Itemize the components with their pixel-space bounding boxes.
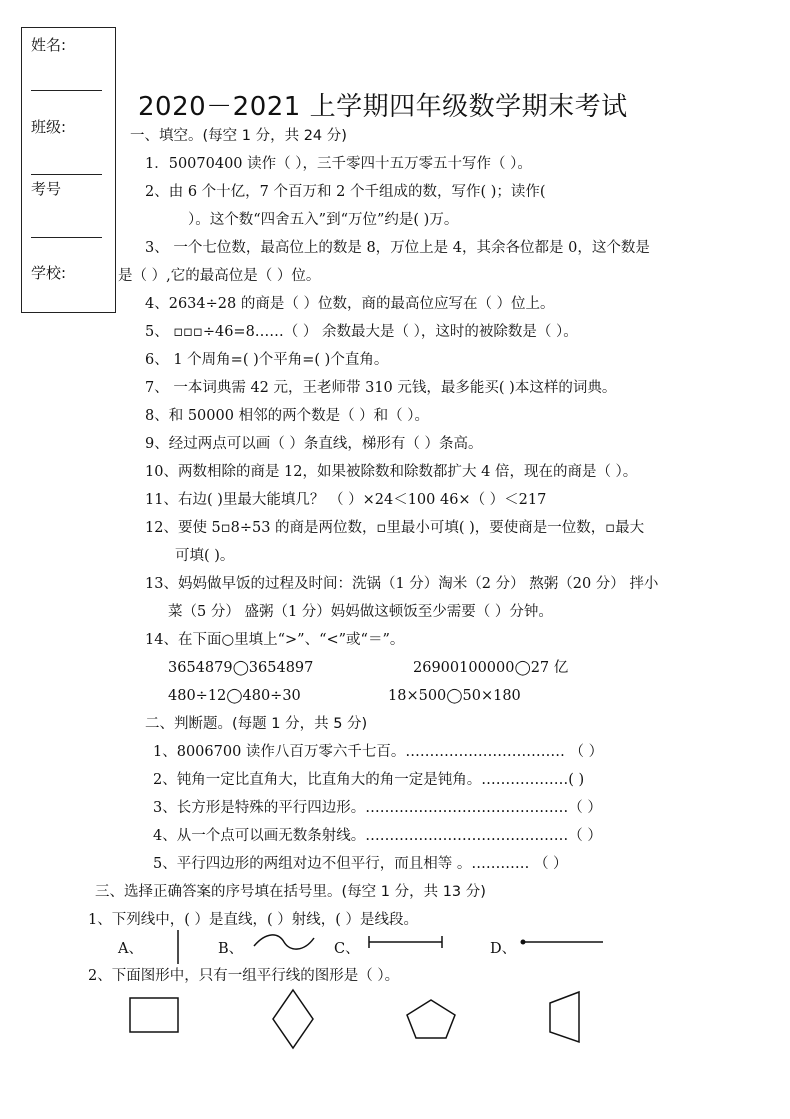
- ray-figure: [518, 932, 608, 952]
- question-2-cont: ）。这个数“四舍五入”到“万位”约是( )万。: [188, 212, 459, 228]
- vertical-line-figure: [170, 930, 190, 964]
- choice-question-2: 2、下面图形中，只有一组平行线的图形是（ ）。: [88, 968, 400, 984]
- question-2: 2、由 6 个十亿，7 个百万和 2 个千组成的数，写作( )；读作(: [145, 184, 546, 200]
- rhombus-figure: [270, 988, 316, 1052]
- page-title: 2020－2021 上学期四年级数学期末考试: [138, 92, 628, 122]
- exam-number-label: 考号: [31, 180, 62, 198]
- choice-question-1: 1、下列线中，( ）是直线，( ）射线，( ）是线段。: [88, 912, 419, 928]
- question-12: 12、要使 5▫8÷53 的商是两位数，▫里最小可填( )，要使商是一位数，▫最大: [145, 520, 645, 536]
- option-b-label: B、: [218, 941, 244, 957]
- question-14: 14、在下面○里填上“>”、“<”或“＝”。: [145, 632, 405, 648]
- question-12-cont: 可填( )。: [175, 548, 235, 564]
- judge-3: 3、长方形是特殊的平行四边形。……………………………………（ ）: [153, 800, 602, 816]
- rectangle-figure: [128, 996, 182, 1036]
- class-label: 班级:: [31, 118, 67, 136]
- question-1: 1．50070400 读作（ ），三千零四十五万零五十写作（ ）。: [145, 156, 532, 172]
- name-blank[interactable]: [31, 90, 102, 91]
- trapezoid-figure: [546, 990, 586, 1046]
- school-label: 学校:: [31, 264, 67, 282]
- question-10: 10、两数相除的商是 12，如果被除数和除数都扩大 4 倍，现在的商是（ ）。: [145, 464, 638, 480]
- question-3-cont: 是（ ）,它的最高位是（ ）位。: [118, 268, 321, 284]
- judge-5: 5、平行四边形的两组对边不但平行，而且相等 。………… （ ）: [153, 856, 568, 872]
- class-blank[interactable]: [31, 174, 102, 175]
- option-a-label: A、: [118, 941, 143, 957]
- question-8: 8、和 50000 相邻的两个数是（ ）和（ ）。: [145, 408, 430, 424]
- question-3: 3、 一个七位数，最高位上的数是 8，万位上是 4，其余各位都是 0，这个数是: [145, 240, 650, 256]
- section3-heading: 三、选择正确答案的序号填在括号里。(每空 1 分，共 13 分): [95, 884, 486, 900]
- question-6: 6、 1 个周角=( )个平角=( )个直角。: [145, 352, 389, 368]
- question-7: 7、 一本词典需 42 元，王老师带 310 元钱，最多能买( )本这样的词典。: [145, 380, 617, 396]
- question-13: 13、妈妈做早饭的过程及时间：洗锅（1 分）淘米（2 分） 熬粥（20 分） 拌小: [145, 576, 659, 592]
- option-d-label: D、: [490, 941, 517, 957]
- question-5: 5、 ▫▫▫÷46=8……（ ） 余数最大是（ ），这时的被除数是（ ）。: [145, 324, 578, 340]
- judge-4: 4、从一个点可以画无数条射线。……………………………………（ ）: [153, 828, 602, 844]
- section2-heading: 二、判断题。(每题 1 分，共 5 分): [145, 716, 368, 732]
- option-c-label: C、: [334, 941, 360, 957]
- compare-2: 26900100000◯27 亿: [413, 660, 569, 676]
- pentagon-figure: [404, 998, 458, 1040]
- question-11: 11、右边( )里最大能填几？ （ ）×24＜100 46×（ ）＜217: [145, 492, 547, 508]
- judge-1: 1、8006700 读作八百万零六千七百。…………………………… （ ）: [153, 744, 604, 760]
- compare-4: 18×500◯50×180: [388, 688, 521, 704]
- question-13-cont: 菜（5 分） 盛粥（1 分）妈妈做这顿饭至少需要（ ）分钟。: [168, 604, 553, 620]
- question-4: 4、2634÷28 的商是（ ）位数，商的最高位应写在（ ）位上。: [145, 296, 555, 312]
- segment-figure: [366, 932, 446, 952]
- section1-heading: 一、填空。(每空 1 分，共 24 分): [130, 128, 347, 144]
- curved-line-figure: [252, 930, 316, 954]
- question-9: 9、经过两点可以画（ ）条直线，梯形有（ ）条高。: [145, 436, 483, 452]
- judge-2: 2、钝角一定比直角大，比直角大的角一定是钝角。………………( ): [153, 772, 585, 788]
- name-label: 姓名:: [31, 36, 67, 54]
- student-info-box: [21, 27, 116, 313]
- compare-3: 480÷12◯480÷30: [168, 688, 301, 704]
- compare-1: 3654879◯3654897: [168, 660, 314, 676]
- exam-number-blank[interactable]: [31, 237, 102, 238]
